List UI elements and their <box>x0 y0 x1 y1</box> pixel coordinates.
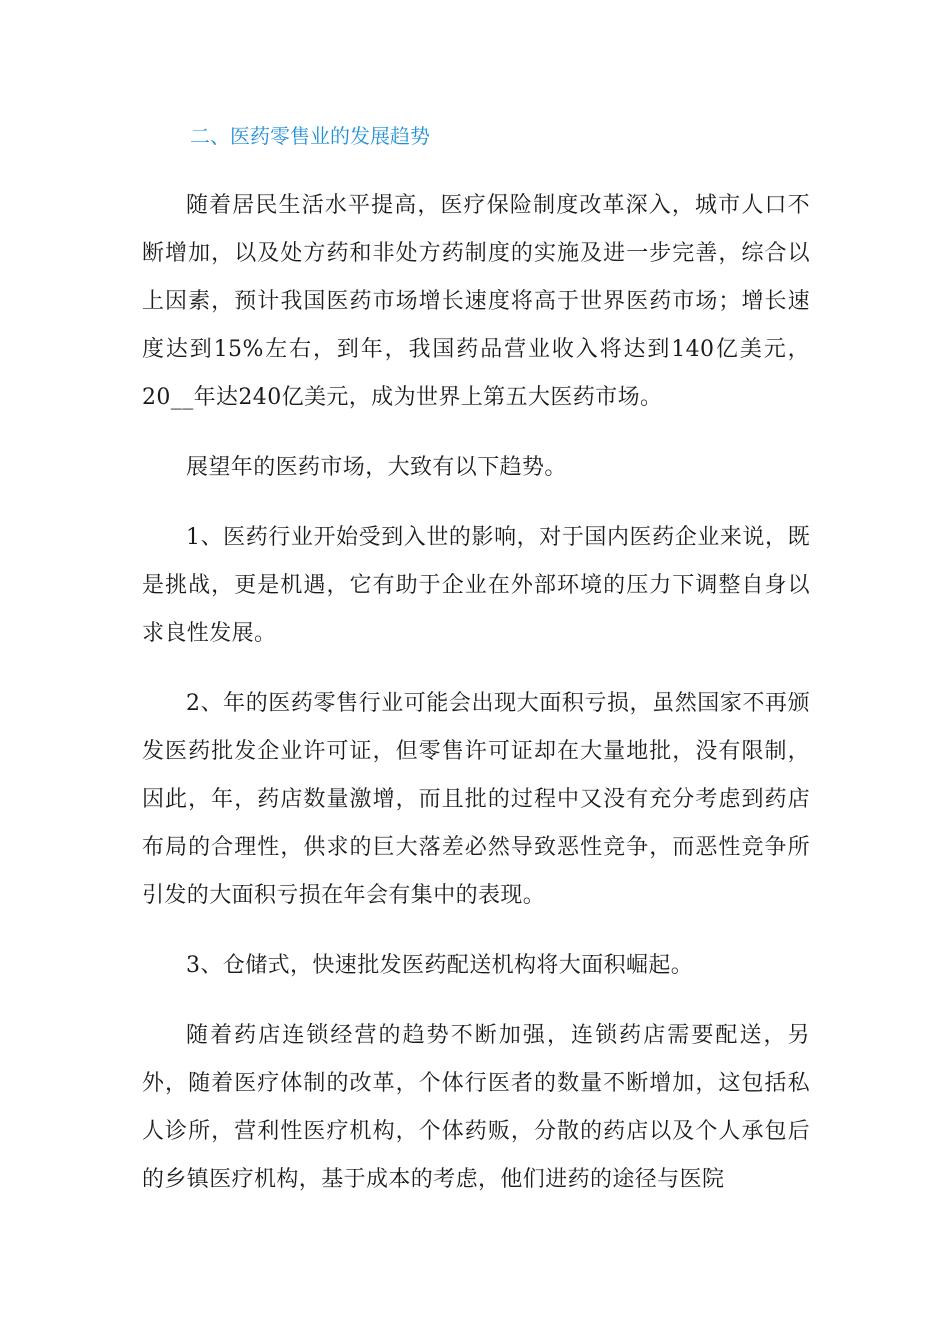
paragraph-distribution: 随着药店连锁经营的趋势不断加强，连锁药店需要配送，另外，随着医疗体制的改革，个体行医者的数量不断增加，这包括私人诊所，营利性医疗机构，个体药贩，分散的药店以及个人承包后的乡镇医疗机构，基于成本的考虑，他们进药的途径与医院 <box>142 1023 810 1192</box>
section-heading: 二、医药零售业的发展趋势 <box>190 124 430 148</box>
paragraph-trend-2: 2、年的医药零售行业可能会出现大面积亏损，虽然国家不再颁发医药批发企业许可证，但零售许可证却在大量地批，没有限制，因此，年，药店数量激增，而且批的过程中又没有充分考虑到药店布局的合理性，供求的巨大落差必然导致恶性竞争，而恶性竞争所引发的大面积亏损在年会有集中的表现。 <box>142 691 810 908</box>
paragraph-trend-3: 3、仓储式，快速批发医药配送机构将大面积崛起。 <box>186 953 694 978</box>
paragraph-trend-1: 1、医药行业开始受到入世的影响，对于国内医药企业来说，既是挑战，更是机遇，它有助于企业在外部环境的压力下调整自身以求良性发展。 <box>142 525 810 646</box>
document-body <box>142 112 810 1226</box>
paragraph-market-forecast: 随着居民生活水平提高，医疗保险制度改革深入，城市人口不断增加，以及处方药和非处方药制度的实施及进一步完善，综合以上因素，预计我国医药市场增长速度将高于世界医药市场；增长速度达到15%左右，到年，我国药品营业收入将达到140亿美元，20__年达240亿美元，成为世界上第五大医药市场。 <box>142 193 810 410</box>
paragraph-outlook: 展望年的医药市场，大致有以下趋势。 <box>186 455 567 480</box>
